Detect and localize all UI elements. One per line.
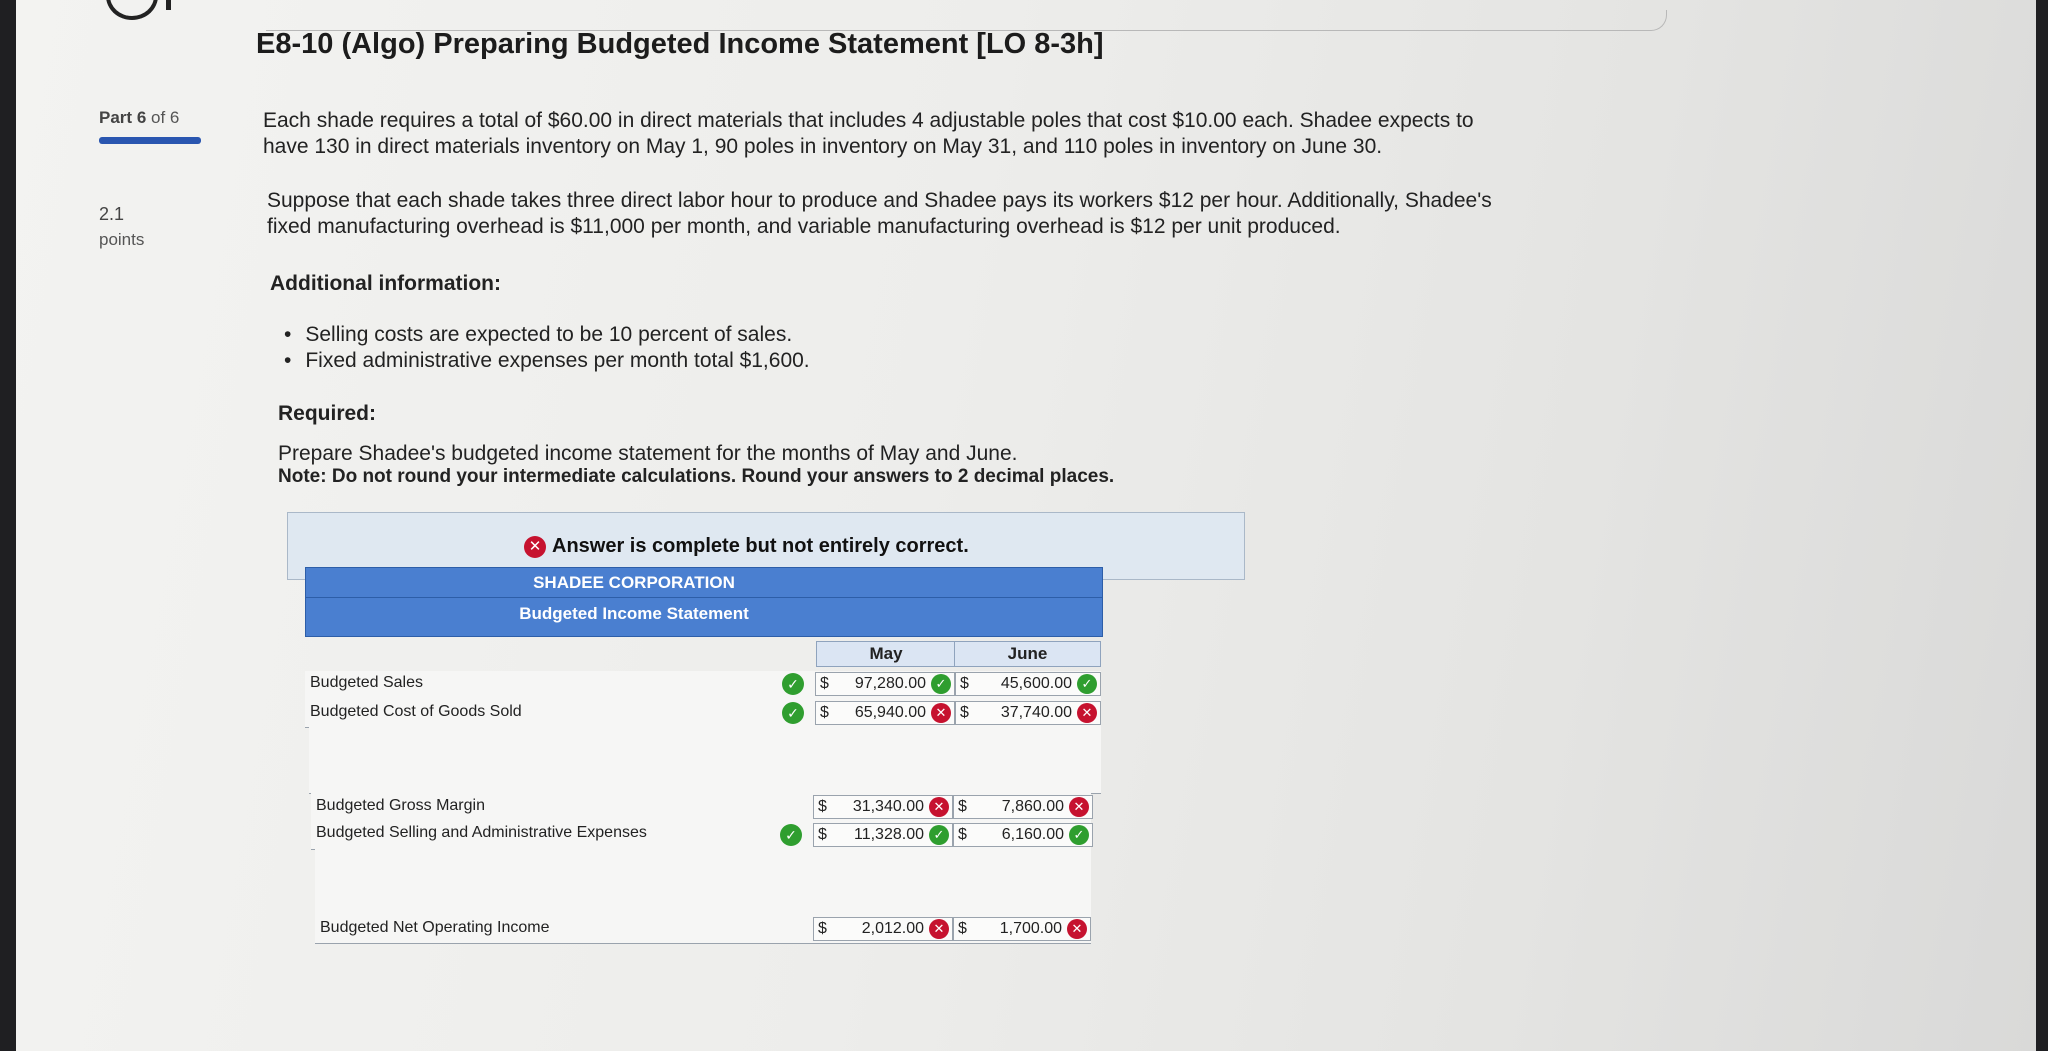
- x-circle-icon: ✕: [929, 919, 949, 939]
- column-header-june: June: [954, 641, 1101, 667]
- dollar-sign: $: [818, 826, 827, 843]
- check-circle-icon: ✓: [782, 702, 804, 724]
- company-header: [305, 567, 1103, 599]
- paragraph-line: fixed manufacturing overhead is $11,000 per month, and variable manufacturing overhead is $12 per unit produced.: [267, 215, 1341, 238]
- x-circle-icon: ✕: [929, 797, 949, 817]
- additional-info-list: [284, 322, 810, 374]
- required-text: Prepare Shadee's budgeted income statement for the months of May and June.: [278, 442, 1018, 465]
- paragraph-line: Each shade requires a total of $60.00 in direct materials that includes 4 adjustable poles that cost $10.00 each. Shadee expects to: [263, 109, 1474, 132]
- note-prefix: Note:: [278, 466, 327, 487]
- gross-may-value: 31,340.00: [852, 798, 924, 815]
- income-statement-table: [293, 567, 1102, 957]
- required-heading: Required:: [278, 402, 377, 425]
- x-circle-icon: ✕: [1077, 703, 1097, 723]
- net-may-input[interactable]: [813, 917, 953, 941]
- part-indicator: [99, 108, 179, 128]
- paragraph-line: Suppose that each shade takes three direct labor hour to produce and Shadee pays its workers $12 per hour. Additionally, Shadee's: [267, 189, 1492, 212]
- cogs-june-value: 37,740.00: [1000, 704, 1072, 721]
- question-page: [16, 0, 2036, 1051]
- sales-june-value: 45,600.00: [1000, 675, 1072, 692]
- paragraph-line: have 130 in direct materials inventory on May 1, 90 poles in inventory on May 31, and 110 poles in inventory on June 30.: [263, 135, 1383, 158]
- dollar-sign: $: [820, 704, 829, 721]
- dollar-sign: $: [818, 920, 827, 937]
- check-circle-icon: ✓: [929, 825, 949, 845]
- row-label-sales[interactable]: Budgeted Sales: [310, 674, 423, 691]
- answer-status-text: Answer is complete but not entirely correct.: [552, 535, 969, 557]
- row-label-selling-admin[interactable]: Budgeted Selling and Administrative Expenses: [316, 824, 647, 841]
- net-june-input[interactable]: [953, 917, 1091, 941]
- part-number: 6: [136, 108, 147, 127]
- check-circle-icon: ✓: [780, 824, 802, 846]
- row-label-net-income: Budgeted Net Operating Income: [320, 919, 550, 936]
- paragraph-materials: [263, 108, 1663, 160]
- list-item: • Fixed administrative expenses per month total $1,600.: [284, 348, 810, 374]
- sales-may-value: 97,280.00: [854, 675, 926, 692]
- part-label: Part: [99, 108, 133, 127]
- cogs-june-input[interactable]: [955, 701, 1101, 725]
- selling-june-value: 6,160.00: [1001, 826, 1064, 843]
- sales-may-input[interactable]: [815, 672, 955, 696]
- gross-may-input[interactable]: [813, 795, 953, 819]
- statement-title: Budgeted Income Statement: [519, 604, 749, 623]
- points-label: points: [99, 230, 145, 249]
- cogs-may-value: 65,940.00: [854, 704, 926, 721]
- row-label-cogs[interactable]: Budgeted Cost of Goods Sold: [310, 703, 522, 720]
- x-circle-icon: ✕: [931, 703, 951, 723]
- row-label-gross-margin: Budgeted Gross Margin: [316, 797, 485, 814]
- dollar-sign: $: [958, 920, 967, 937]
- company-name: SHADEE CORPORATION: [533, 573, 735, 592]
- additional-info-heading: Additional information:: [270, 272, 501, 295]
- column-header-may: May: [816, 641, 956, 667]
- dollar-sign: $: [820, 675, 829, 692]
- selling-may-input[interactable]: [813, 823, 953, 847]
- dollar-sign: $: [818, 798, 827, 815]
- dollar-sign: $: [960, 675, 969, 692]
- check-circle-icon: ✓: [1077, 674, 1097, 694]
- required-note: [278, 466, 1114, 488]
- check-circle-icon: ✓: [782, 673, 804, 695]
- x-circle-icon: ✕: [1069, 797, 1089, 817]
- cogs-may-input[interactable]: [815, 701, 955, 725]
- dollar-sign: $: [958, 826, 967, 843]
- x-circle-icon: ✕: [1067, 919, 1087, 939]
- x-circle-icon: ✕: [524, 536, 546, 558]
- page-title: E8-10 (Algo) Preparing Budgeted Income Statement [LO 8-3h]: [256, 28, 1104, 60]
- empty-row: [315, 881, 1091, 914]
- points-value: 2.1: [99, 204, 125, 224]
- empty-row: [309, 727, 1101, 760]
- empty-row: [315, 849, 1091, 882]
- check-circle-icon: ✓: [1069, 825, 1089, 845]
- dollar-sign: $: [960, 704, 969, 721]
- statement-title-header: [305, 597, 1103, 637]
- gross-june-value: 7,860.00: [1001, 798, 1064, 815]
- gross-june-input[interactable]: [953, 795, 1093, 819]
- paragraph-labor: [267, 188, 1667, 240]
- part-of: of 6: [151, 108, 180, 127]
- sales-june-input[interactable]: [955, 672, 1101, 696]
- logo-bar-icon: [166, 0, 171, 10]
- net-may-value: 2,012.00: [861, 920, 924, 937]
- logo-arc-icon: [106, 0, 158, 20]
- part-progress-bar: [99, 137, 201, 144]
- note-text: Do not round your intermediate calculations. Round your answers to 2 decimal places.: [331, 466, 1115, 487]
- check-circle-icon: ✓: [931, 674, 951, 694]
- dollar-sign: $: [958, 798, 967, 815]
- empty-row: [309, 759, 1101, 794]
- selling-june-input[interactable]: [953, 823, 1093, 847]
- list-item: • Selling costs are expected to be 10 percent of sales.: [284, 322, 810, 348]
- selling-may-value: 11,328.00: [854, 826, 924, 843]
- net-june-value: 1,700.00: [999, 920, 1062, 937]
- answer-status: [524, 535, 969, 558]
